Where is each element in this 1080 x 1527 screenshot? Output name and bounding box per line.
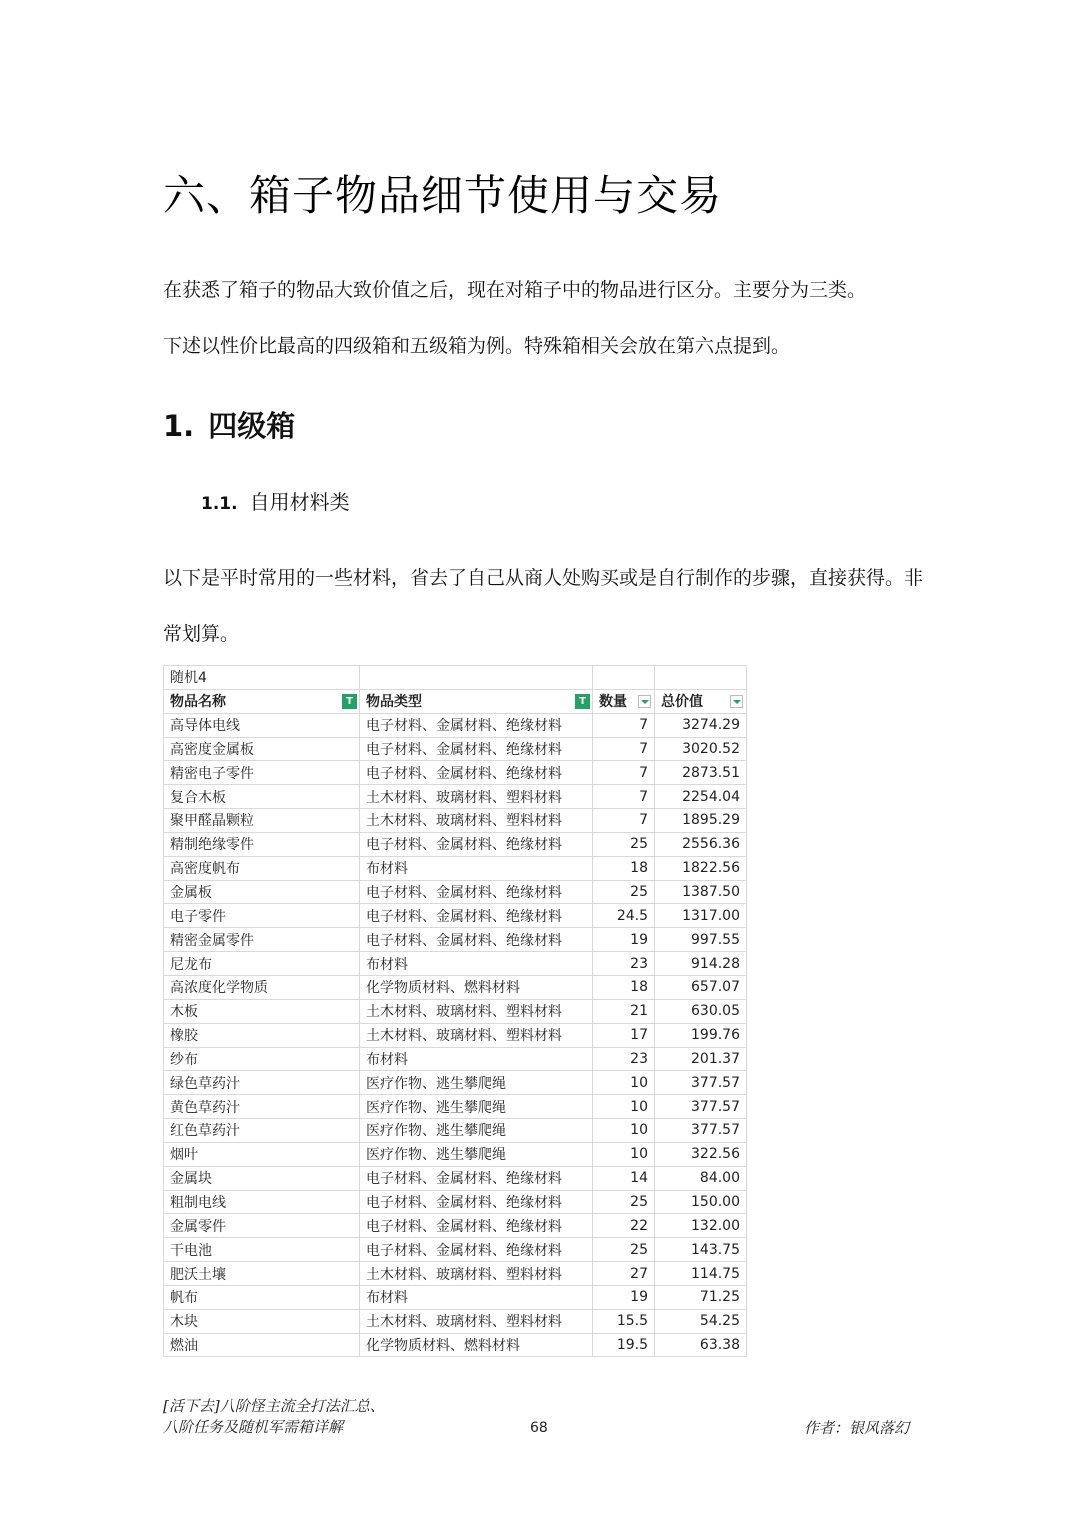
item-value-cell: 2254.04 [655, 785, 747, 809]
item-type-cell: 电子材料、金属材料、绝缘材料 [360, 761, 593, 785]
item-type-cell: 化学物质材料、燃料材料 [360, 975, 593, 999]
footer-title-line-1: [活下去]八阶怪主流全打法汇总、 [163, 1397, 385, 1415]
table-row [164, 928, 747, 952]
item-qty-cell: 23 [593, 952, 655, 976]
item-type-cell: 电子材料、金属材料、绝缘材料 [360, 1214, 593, 1238]
item-type-cell: 土木材料、玻璃材料、塑料材料 [360, 1023, 593, 1047]
item-type-cell: 电子材料、金属材料、绝缘材料 [360, 1166, 593, 1190]
item-name-cell: 烟叶 [164, 1142, 360, 1166]
column-header-name [164, 689, 360, 713]
item-value-cell: 143.75 [655, 1238, 747, 1262]
item-name-cell: 帆布 [164, 1285, 360, 1309]
dropdown-arrow-icon[interactable] [638, 695, 651, 708]
table-row [164, 1071, 747, 1095]
table-row [164, 856, 747, 880]
item-value-cell: 630.05 [655, 999, 747, 1023]
item-value-cell: 377.57 [655, 1095, 747, 1119]
item-value-cell: 657.07 [655, 975, 747, 999]
item-type-cell: 布材料 [360, 856, 593, 880]
table-row [164, 975, 747, 999]
item-name-cell: 粗制电线 [164, 1190, 360, 1214]
item-value-cell: 84.00 [655, 1166, 747, 1190]
item-value-cell: 54.25 [655, 1309, 747, 1333]
item-type-cell: 电子材料、金属材料、绝缘材料 [360, 832, 593, 856]
table-row [164, 952, 747, 976]
item-qty-cell: 15.5 [593, 1309, 655, 1333]
page-heading: 六、箱子物品细节使用与交易 [163, 171, 723, 220]
filter-icon[interactable]: T [342, 694, 357, 709]
item-value-cell: 1317.00 [655, 904, 747, 928]
item-qty-cell: 17 [593, 1023, 655, 1047]
item-value-cell: 914.28 [655, 952, 747, 976]
item-value-cell: 2873.51 [655, 761, 747, 785]
item-value-cell: 377.57 [655, 1071, 747, 1095]
subsection-number: 1.1. [201, 494, 238, 514]
item-qty-cell: 10 [593, 1119, 655, 1143]
table-title: 随机4 [164, 666, 360, 690]
body-paragraph-1: 以下是平时常用的一些材料，省去了自己从商人处购买或是自行制作的步骤，直接获得。非 [163, 567, 924, 589]
item-type-cell: 电子材料、金属材料、绝缘材料 [360, 713, 593, 737]
item-name-cell: 燃油 [164, 1333, 360, 1357]
item-qty-cell: 25 [593, 1190, 655, 1214]
footer-title [163, 1396, 385, 1438]
table-row [164, 737, 747, 761]
item-qty-cell: 10 [593, 1095, 655, 1119]
item-qty-cell: 25 [593, 832, 655, 856]
item-name-cell: 高浓度化学物质 [164, 975, 360, 999]
item-type-cell: 电子材料、金属材料、绝缘材料 [360, 928, 593, 952]
item-value-cell: 71.25 [655, 1285, 747, 1309]
item-type-cell: 布材料 [360, 1285, 593, 1309]
item-type-cell: 医疗作物、逃生攀爬绳 [360, 1095, 593, 1119]
item-type-cell: 电子材料、金属材料、绝缘材料 [360, 904, 593, 928]
section-heading [163, 404, 295, 448]
item-name-cell: 复合木板 [164, 785, 360, 809]
table-row [164, 809, 747, 833]
item-value-cell: 199.76 [655, 1023, 747, 1047]
column-header-value [655, 689, 747, 713]
item-name-cell: 金属板 [164, 880, 360, 904]
item-value-cell: 114.75 [655, 1262, 747, 1286]
item-qty-cell: 27 [593, 1262, 655, 1286]
item-name-cell: 高密度金属板 [164, 737, 360, 761]
table-row [164, 1214, 747, 1238]
item-qty-cell: 7 [593, 809, 655, 833]
item-type-cell: 土木材料、玻璃材料、塑料材料 [360, 785, 593, 809]
table-row [164, 880, 747, 904]
table-row [164, 1309, 747, 1333]
table-row [164, 1023, 747, 1047]
column-header-label: 物品类型 [366, 694, 422, 711]
item-type-cell: 电子材料、金属材料、绝缘材料 [360, 1238, 593, 1262]
item-type-cell: 土木材料、玻璃材料、塑料材料 [360, 809, 593, 833]
item-type-cell: 医疗作物、逃生攀爬绳 [360, 1071, 593, 1095]
item-type-cell: 化学物质材料、燃料材料 [360, 1333, 593, 1357]
filter-icon[interactable]: T [575, 694, 590, 709]
table-row [164, 1047, 747, 1071]
item-type-cell: 电子材料、金属材料、绝缘材料 [360, 737, 593, 761]
item-name-cell: 精制绝缘零件 [164, 832, 360, 856]
item-name-cell: 木块 [164, 1309, 360, 1333]
item-type-cell: 医疗作物、逃生攀爬绳 [360, 1142, 593, 1166]
column-header-label: 数量 [599, 694, 627, 711]
column-header-label: 总价值 [661, 694, 703, 711]
item-type-cell: 布材料 [360, 1047, 593, 1071]
item-value-cell: 3020.52 [655, 737, 747, 761]
item-value-cell: 132.00 [655, 1214, 747, 1238]
table-row [164, 1285, 747, 1309]
item-value-cell: 1895.29 [655, 809, 747, 833]
body-paragraph-2: 常划算。 [163, 623, 240, 645]
item-value-cell: 1387.50 [655, 880, 747, 904]
item-type-cell: 电子材料、金属材料、绝缘材料 [360, 880, 593, 904]
item-name-cell: 聚甲醛晶颗粒 [164, 809, 360, 833]
item-qty-cell: 24.5 [593, 904, 655, 928]
item-type-cell: 电子材料、金属材料、绝缘材料 [360, 1190, 593, 1214]
table-row [164, 785, 747, 809]
table-row [164, 1095, 747, 1119]
item-value-cell: 3274.29 [655, 713, 747, 737]
intro-paragraph-1: 在获悉了箱子的物品大致价值之后，现在对箱子中的物品进行区分。主要分为三类。 [163, 279, 867, 301]
item-qty-cell: 18 [593, 856, 655, 880]
subsection-heading [201, 487, 350, 519]
item-qty-cell: 7 [593, 713, 655, 737]
item-qty-cell: 7 [593, 737, 655, 761]
item-qty-cell: 22 [593, 1214, 655, 1238]
item-type-cell: 土木材料、玻璃材料、塑料材料 [360, 999, 593, 1023]
item-qty-cell: 21 [593, 999, 655, 1023]
item-name-cell: 橡胶 [164, 1023, 360, 1047]
item-qty-cell: 25 [593, 880, 655, 904]
table-row [164, 904, 747, 928]
table-row [164, 1238, 747, 1262]
column-header-label: 物品名称 [170, 694, 226, 711]
item-type-cell: 土木材料、玻璃材料、塑料材料 [360, 1309, 593, 1333]
table-row [164, 1262, 747, 1286]
item-qty-cell: 19.5 [593, 1333, 655, 1357]
item-value-cell: 322.56 [655, 1142, 747, 1166]
item-qty-cell: 18 [593, 975, 655, 999]
item-name-cell: 尼龙布 [164, 952, 360, 976]
table-row [164, 1142, 747, 1166]
item-type-cell: 布材料 [360, 952, 593, 976]
column-header-type [360, 689, 593, 713]
item-value-cell: 2556.36 [655, 832, 747, 856]
item-value-cell: 201.37 [655, 1047, 747, 1071]
table-row [164, 713, 747, 737]
column-header-qty [593, 689, 655, 713]
subsection-title: 自用材料类 [249, 490, 350, 514]
intro-paragraph-2: 下述以性价比最高的四级箱和五级箱为例。特殊箱相关会放在第六点提到。 [163, 335, 791, 357]
item-name-cell: 肥沃土壤 [164, 1262, 360, 1286]
table-row [164, 1166, 747, 1190]
item-type-cell: 土木材料、玻璃材料、塑料材料 [360, 1262, 593, 1286]
footer-author: 作者：银风落幻 [804, 1419, 910, 1437]
item-name-cell: 黄色草药汁 [164, 1095, 360, 1119]
item-name-cell: 纱布 [164, 1047, 360, 1071]
page-number: 68 [530, 1420, 548, 1436]
item-name-cell: 金属块 [164, 1166, 360, 1190]
item-type-cell: 医疗作物、逃生攀爬绳 [360, 1119, 593, 1143]
item-name-cell: 木板 [164, 999, 360, 1023]
item-qty-cell: 25 [593, 1238, 655, 1262]
item-qty-cell: 7 [593, 761, 655, 785]
item-qty-cell: 10 [593, 1071, 655, 1095]
footer-title-line-2: 八阶任务及随机军需箱详解 [163, 1418, 344, 1436]
item-name-cell: 干电池 [164, 1238, 360, 1262]
item-value-cell: 997.55 [655, 928, 747, 952]
dropdown-arrow-icon[interactable] [730, 695, 743, 708]
section-number: 1. [163, 409, 195, 443]
item-name-cell: 绿色草药汁 [164, 1071, 360, 1095]
item-name-cell: 金属零件 [164, 1214, 360, 1238]
item-name-cell: 精密金属零件 [164, 928, 360, 952]
item-value-cell: 63.38 [655, 1333, 747, 1357]
item-name-cell: 高导体电线 [164, 713, 360, 737]
section-title: 四级箱 [208, 409, 296, 443]
item-name-cell: 电子零件 [164, 904, 360, 928]
item-name-cell: 红色草药汁 [164, 1119, 360, 1143]
table-row [164, 761, 747, 785]
table-row [164, 999, 747, 1023]
table-row [164, 1119, 747, 1143]
item-qty-cell: 19 [593, 1285, 655, 1309]
item-name-cell: 高密度帆布 [164, 856, 360, 880]
item-value-cell: 150.00 [655, 1190, 747, 1214]
item-qty-cell: 23 [593, 1047, 655, 1071]
table-header-row [164, 689, 747, 713]
item-value-cell: 1822.56 [655, 856, 747, 880]
item-name-cell: 精密电子零件 [164, 761, 360, 785]
item-qty-cell: 10 [593, 1142, 655, 1166]
table-row [164, 1190, 747, 1214]
table-row [164, 832, 747, 856]
item-value-cell: 377.57 [655, 1119, 747, 1143]
item-qty-cell: 14 [593, 1166, 655, 1190]
items-table [163, 665, 747, 1357]
table-title-row [164, 666, 747, 690]
item-qty-cell: 19 [593, 928, 655, 952]
table-row [164, 1333, 747, 1357]
item-qty-cell: 7 [593, 785, 655, 809]
